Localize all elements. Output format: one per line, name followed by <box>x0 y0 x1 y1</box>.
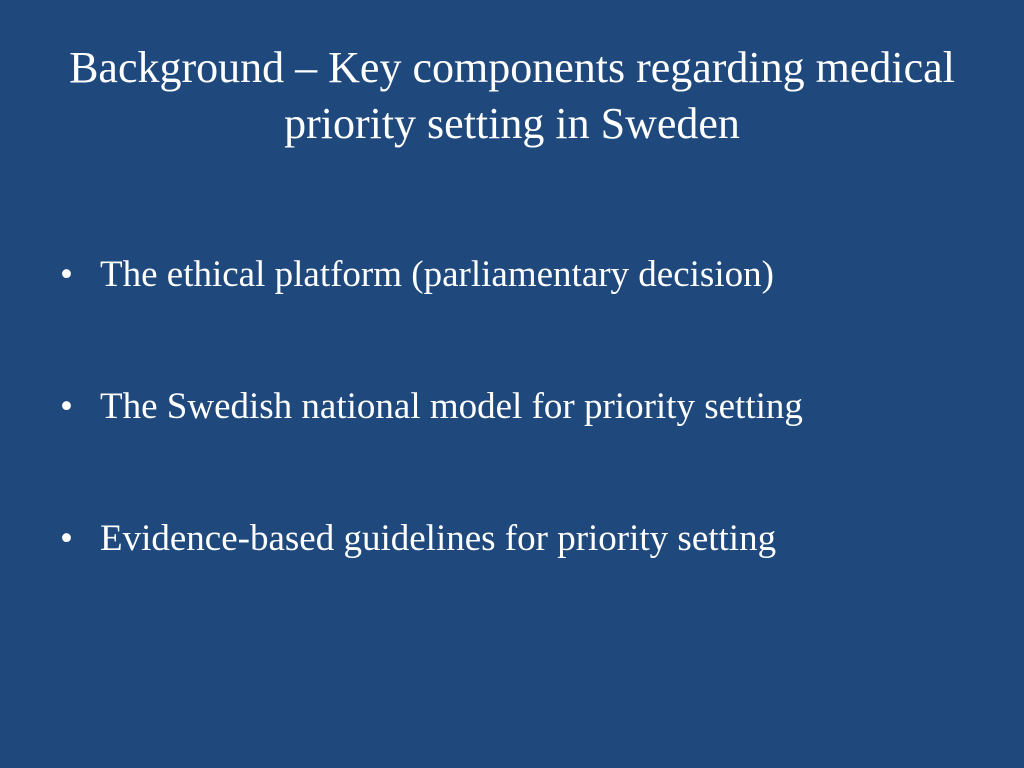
bullet-item <box>60 250 960 300</box>
bullet-list <box>60 250 960 646</box>
bullet-item <box>60 382 960 432</box>
bullet-text: The Swedish national model for priority setting <box>100 386 803 427</box>
bullet-icon: • <box>60 386 73 427</box>
bullet-text: Evidence-based guidelines for priority setting <box>100 518 777 559</box>
slide-title: Background – Key components regarding medical priority setting in Sweden <box>69 43 955 148</box>
bullet-item <box>60 514 960 564</box>
bullet-icon: • <box>60 254 73 295</box>
bullet-icon: • <box>60 518 73 559</box>
bullet-text: The ethical platform (parliamentary decision) <box>100 254 774 295</box>
